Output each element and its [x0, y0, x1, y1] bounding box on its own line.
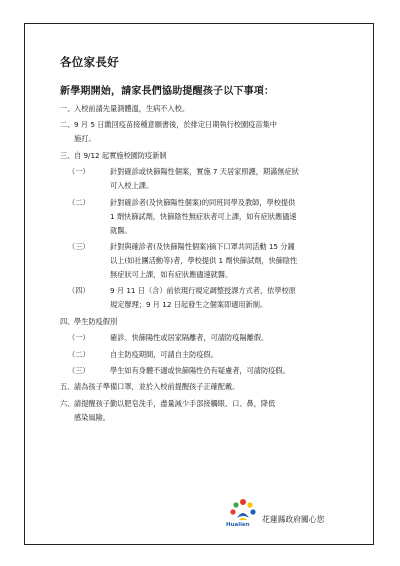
item-line: 入校前請先量測體溫，生病不入校。: [74, 104, 190, 113]
list-item: [60, 315, 360, 329]
greeting-heading: 各位家長好: [60, 55, 119, 69]
item-number: （一）: [68, 167, 90, 177]
footer: [228, 496, 348, 536]
item-number: 二、: [60, 120, 75, 130]
item-line: 1 劑快篩試劑，快篩陰性無症狀者可上課，如有症狀應儘速: [110, 211, 297, 221]
logo-text: Hualien: [226, 522, 250, 528]
item-line: 就醫。: [110, 225, 132, 235]
intro-heading: 新學期開始，請家長們協助提醒孩子以下事項：: [60, 86, 275, 97]
list-item: [60, 196, 360, 238]
notice-list: [60, 102, 360, 427]
item-line: 請提醒孩子勤以肥皂洗手，盡量減少手部接觸眼、口、鼻，降低: [74, 398, 276, 408]
item-line: 無症狀可上課，如有症狀應儘速就醫。: [110, 269, 233, 279]
item-line: 自主防疫期間，可請自主防疫假。: [110, 349, 218, 359]
list-item: [60, 149, 360, 163]
item-line: 學生如有身體不適或快篩陽性仍有疑慮者，可請防疫假。: [110, 365, 290, 375]
list-item: [60, 284, 360, 312]
item-line: 可入校上課。: [110, 181, 154, 191]
item-number: 六、: [60, 398, 75, 408]
item-line: 9 月 11 日（含）前依現行規定調整授課方式者，依學校原: [110, 286, 296, 296]
document-page: [24, 23, 374, 545]
list-item: [60, 397, 360, 425]
item-line: 以上(如社團活動等)者，學校提供 1 劑快篩試劑，快篩陰性: [110, 255, 298, 265]
item-number: （二）: [68, 197, 90, 207]
item-line: 請為孩子準備口罩，並於入校前提醒孩子正確配戴。: [74, 382, 240, 392]
item-number: 四、: [60, 316, 75, 326]
item-number: （一）: [68, 333, 90, 343]
item-number: （三）: [68, 365, 90, 375]
list-item: [60, 331, 360, 345]
list-item: [60, 240, 360, 282]
item-line: 確診、快篩陽性或居家隔離者，可請防疫隔離假。: [110, 333, 269, 343]
item-number: 五、: [60, 382, 75, 392]
item-line: 規定辦理；9 月 12 日起發生之個案即適用新制。: [110, 300, 268, 310]
list-item: [60, 118, 360, 146]
list-item: [60, 364, 360, 378]
item-number: 一、: [60, 104, 75, 113]
list-item: [60, 348, 360, 362]
item-line: 9 月 5 日繳回疫苗接種意願書後，於排定日期執行校園疫苗集中: [74, 120, 277, 130]
item-line: 學生防疫假別: [74, 316, 118, 326]
item-number: 三、: [60, 150, 75, 160]
item-number: （二）: [68, 349, 90, 359]
item-line: 針對確診或快篩陽性個案，實施 7 天居家照護，期滿無症狀: [110, 167, 299, 177]
item-number: （三）: [68, 241, 90, 251]
item-line: 針對確診者(及快篩陽性個案)的同班同學及教師，學校提供: [110, 197, 296, 207]
item-line: 施打。: [74, 134, 96, 144]
list-item: [60, 165, 360, 193]
list-item: [60, 102, 360, 116]
list-item: [60, 380, 360, 394]
item-number: （四）: [68, 286, 90, 296]
item-line: 針對與確診者(及快篩陽性個案)摘下口罩共同活動 15 分鐘: [110, 241, 295, 251]
item-line: 自 9/12 起實施校園防疫新制: [74, 150, 167, 160]
item-line: 感染風險。: [74, 412, 110, 422]
signature: 花蓮縣政府關心您: [262, 515, 325, 524]
